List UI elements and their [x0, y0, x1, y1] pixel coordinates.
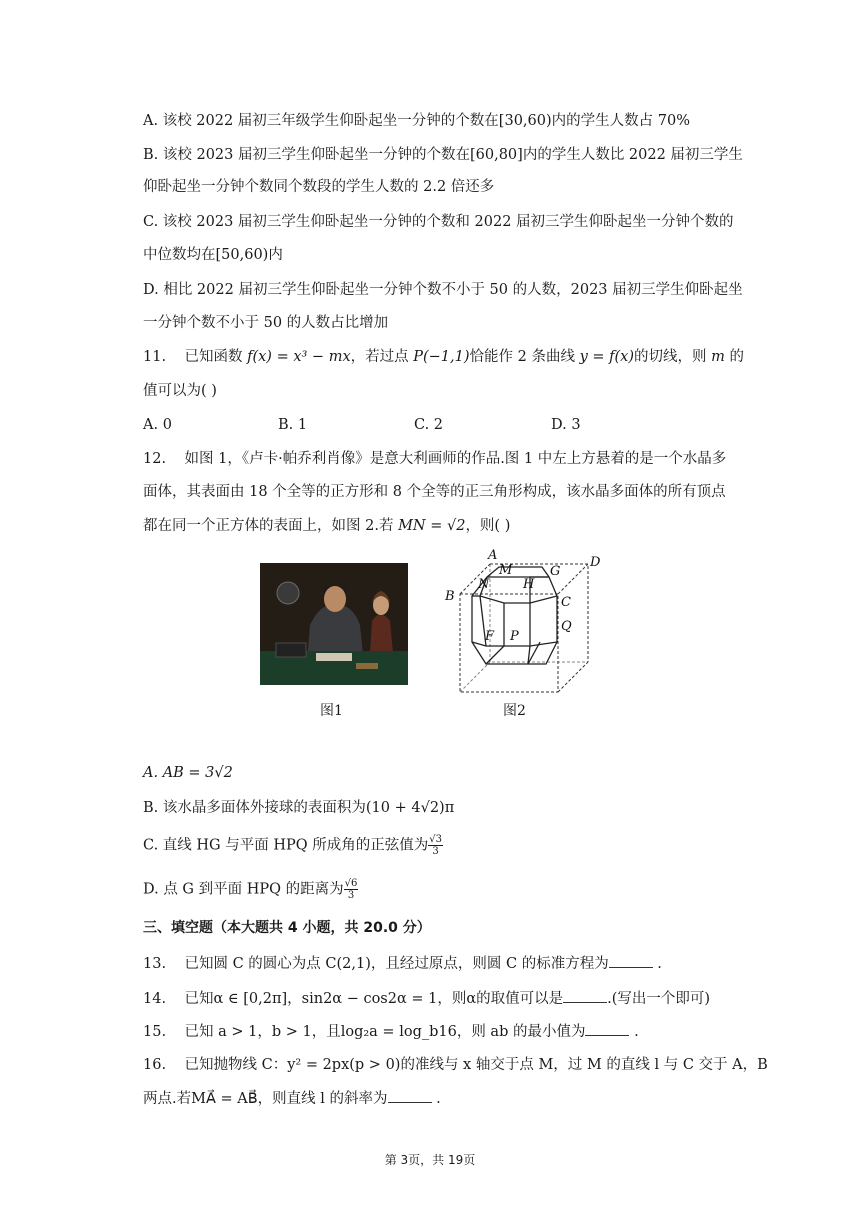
q10-option-b-line1: B. 该校 2023 届初三学生仰卧起坐一分钟的个数在[60,80]内的学生人数比 2022 届初三学生 [143, 147, 743, 163]
q10-option-c-line1: C. 该校 2023 届初三学生仰卧起坐一分钟的个数和 2022 届初三学生仰卧起坐一分钟个数的 [143, 214, 734, 230]
label-B: B [445, 589, 455, 604]
q15 [143, 1021, 639, 1042]
q11-text: 的 [724, 349, 744, 365]
q16-text: 已知抛物线 C：y² = 2px(p > 0)的准线与 x 轴交于点 M，过 M 的直线 l 与 C 交于 A，B [184, 1057, 768, 1073]
q11-text: 的切线，则 [634, 349, 712, 365]
painting-illustration [260, 563, 408, 685]
fraction-numerator: √3 [429, 834, 442, 845]
question-number: 14. [143, 991, 167, 1007]
q11-stem-line1 [143, 347, 744, 367]
section-heading-fill-in: 三、填空题（本大题共 4 小题，共 20.0 分） [143, 920, 431, 936]
q12-stem-line1 [143, 449, 726, 469]
question-number: 11. [143, 349, 167, 365]
polyhedron-in-cube-diagram [440, 548, 620, 698]
fraction-sqrt6-over-3 [344, 878, 359, 901]
q12-text: ，则( ) [465, 518, 511, 534]
page-footer: 第 3页，共 19页 [384, 1153, 476, 1167]
q13 [143, 953, 662, 974]
answer-blank[interactable] [585, 1021, 629, 1036]
q16-line1 [143, 1055, 768, 1075]
q11-function: f(x) = x³ − mx [247, 349, 351, 365]
question-number: 16. [143, 1057, 167, 1073]
q15-text: 已知 a > 1，b > 1，且log₂a = log_b16，则 ab 的最小值为 [184, 1024, 586, 1040]
q12-stem-line3 [143, 516, 510, 536]
q11-option-b: B. 1 [278, 417, 308, 433]
q11-option-c: C. 2 [414, 417, 444, 433]
q10-option-c-line2: 中位数均在[50,60)内 [143, 247, 283, 263]
q14 [143, 988, 710, 1009]
q12-stem-line2: 面体，其表面由 18 个全等的正方形和 8 个全等的正三角形构成，该水晶多面体的所有顶点 [143, 484, 726, 500]
q14-text: 已知α ∈ [0,2π]，sin2α − cos2α = 1，则α的取值可以是 [184, 991, 564, 1007]
q11-option-d: D. 3 [551, 417, 581, 433]
q11-text: 恰能作 2 条曲线 [469, 349, 580, 365]
question-number: 15. [143, 1024, 167, 1040]
q16-line2 [143, 1088, 441, 1109]
q12-figures [260, 548, 620, 723]
q12-text: 都在同一个正方体的表面上，如图 2.若 [143, 518, 399, 534]
q11-stem-line2: 值可以为( ) [143, 383, 217, 399]
fraction-denominator: 3 [432, 846, 439, 857]
q11-point: P(−1,1) [413, 349, 470, 365]
label-D: D [590, 555, 601, 570]
q12-option-d-text: D. 点 G 到平面 HPQ 的距离为 [143, 881, 344, 898]
q10-option-d-line2: 一分钟个数不小于 50 的人数占比增加 [143, 315, 389, 331]
q16-text: 两点.若MA⃗ = AB⃗，则直线 l 的斜率为 [143, 1091, 388, 1107]
answer-blank[interactable] [563, 988, 607, 1003]
portrait-painting-image [260, 563, 408, 685]
q12-option-a-text: A. AB = 3√2 [143, 765, 233, 781]
q12-text: 如图 1，《卢卡·帕乔利肖像》是意大利画师的作品.图 1 中左上方悬着的是一个水晶多 [184, 451, 727, 467]
q10-option-a: A. 该校 2022 届初三年级学生仰卧起坐一分钟的个数在[30,60)内的学生人数占 70% [143, 113, 690, 129]
q11-curve: y = f(x) [579, 349, 634, 365]
q16-tail: . [431, 1091, 441, 1107]
q12-option-b: B. 该水晶多面体外接球的表面积为(10 + 4√2)π [143, 800, 455, 816]
answer-blank[interactable] [609, 953, 653, 968]
q12-mn-equation: MN = √2 [398, 518, 466, 534]
label-A: A [488, 548, 498, 563]
q12-option-a [143, 763, 233, 783]
fraction-sqrt3-over-3 [428, 834, 443, 857]
q15-tail: . [629, 1024, 639, 1040]
label-F: F [485, 629, 495, 644]
q11-text: ，若过点 [350, 349, 414, 365]
label-H: H [523, 577, 535, 592]
label-M: M [499, 563, 513, 578]
label-C: C [561, 595, 571, 610]
fraction-numerator: √6 [344, 878, 358, 889]
q10-option-d-line1: D. 相比 2022 届初三学生仰卧起坐一分钟个数不小于 50 的人数，2023 届初三学生仰卧起坐 [143, 282, 743, 298]
q11-text: 已知函数 [184, 349, 248, 365]
figure2-caption: 图2 [503, 703, 526, 719]
answer-blank[interactable] [388, 1088, 432, 1103]
q14-tail: .(写出一个即可) [607, 991, 711, 1007]
fraction-denominator: 3 [347, 890, 355, 901]
q11-option-a: A. 0 [143, 417, 172, 433]
label-N: N [478, 577, 490, 592]
q13-tail: . [652, 956, 662, 972]
q11-options [143, 415, 581, 435]
q13-text: 已知圆 C 的圆心为点 C(2,1)，且经过原点，则圆 C 的标准方程为 [184, 956, 609, 972]
q12-option-c-text: C. 直线 HG 与平面 HPQ 所成角的正弦值为 [143, 837, 429, 854]
q11-m: m [711, 349, 725, 365]
q12-option-c [143, 834, 443, 857]
question-number: 12. [143, 451, 167, 467]
q10-option-b-line2: 仰卧起坐一分钟个数同个数段的学生人数的 2.2 倍还多 [143, 179, 495, 195]
q12-option-d [143, 878, 358, 901]
figure1-caption: 图1 [320, 703, 343, 719]
label-P: P [510, 629, 519, 644]
label-G: G [550, 564, 561, 579]
question-number: 13. [143, 956, 167, 972]
label-Q: Q [561, 619, 572, 634]
